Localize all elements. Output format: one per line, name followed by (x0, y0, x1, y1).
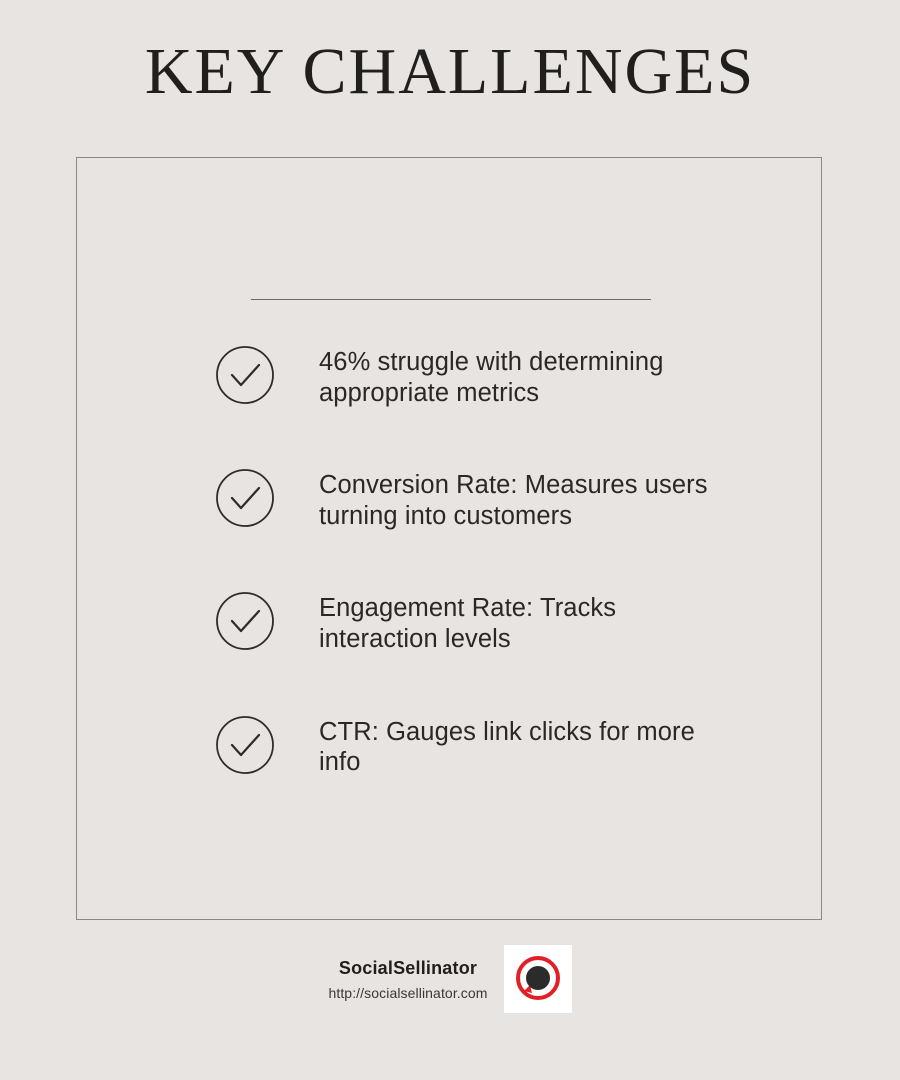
divider (251, 299, 651, 300)
check-circle-icon (215, 591, 275, 651)
content-frame (76, 157, 822, 920)
list-item (215, 589, 795, 654)
check-circle-icon (215, 715, 275, 775)
list-item-label: Engagement Rate: Tracks interaction levels (319, 594, 617, 653)
check-circle-icon (215, 468, 275, 528)
check-circle-icon (215, 345, 275, 405)
list-item (215, 343, 795, 408)
footer (0, 945, 900, 1013)
list-item (215, 466, 795, 531)
page-title: KEY CHALLENGES (144, 35, 756, 108)
list-item-label: CTR: Gauges link clicks for more info (319, 717, 695, 777)
list-item (215, 713, 795, 778)
socialsellinator-logo (504, 945, 572, 1013)
brand-url[interactable]: http://socialsellinator.com (328, 984, 488, 1001)
list-item-label: Conversion Rate: Measures users turning into customers (319, 471, 708, 530)
list-item-label: 46% struggle with determining appropriate metrics (319, 348, 664, 407)
challenges-list (215, 343, 795, 836)
brand-name: SocialSellinator (338, 957, 478, 978)
brand-block (328, 958, 487, 1001)
